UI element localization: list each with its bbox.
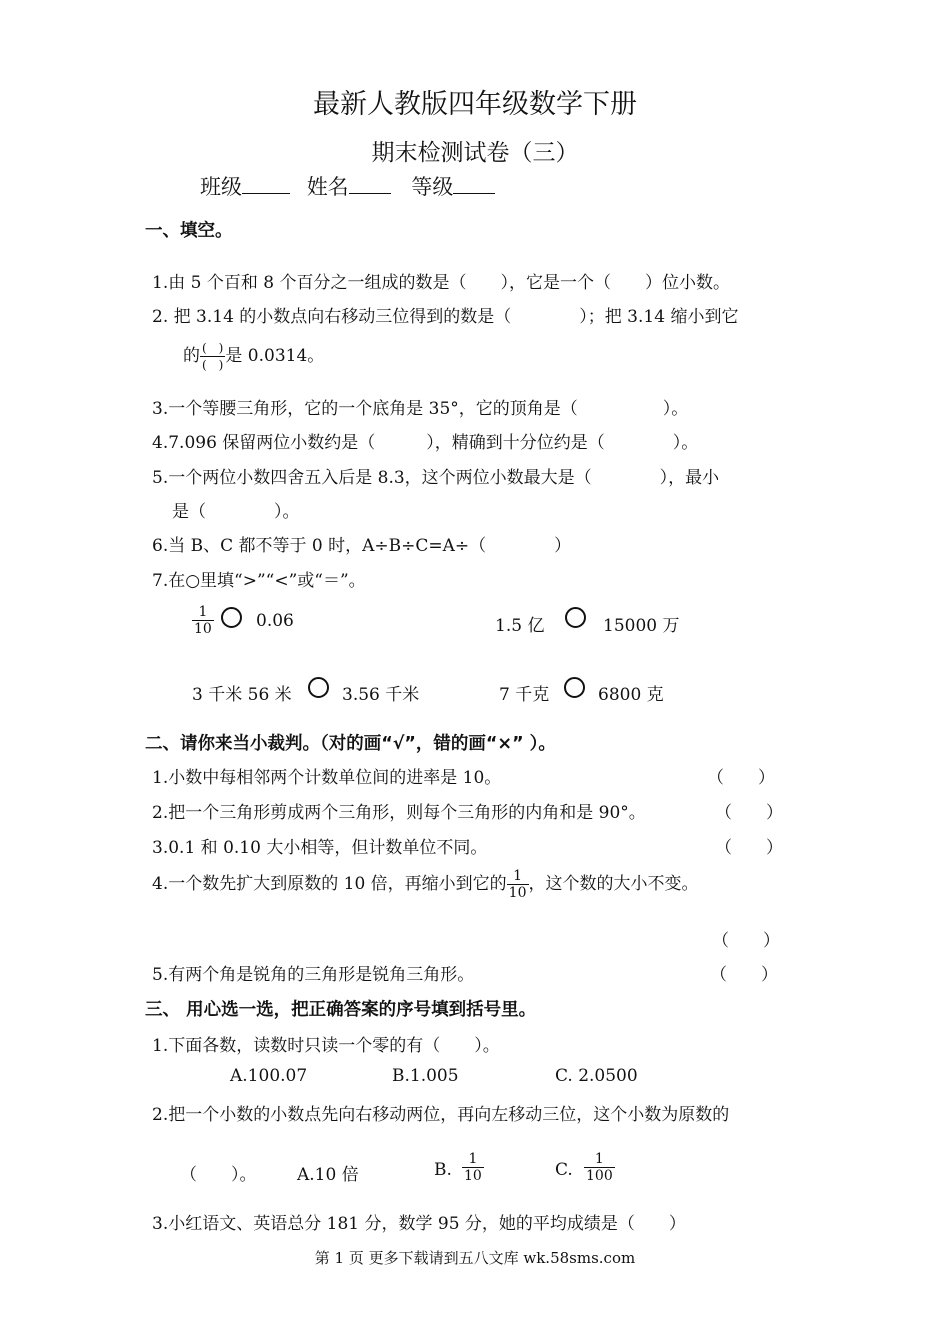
s1-question-1: 1.由 5 个百和 8 个百分之一组成的数是（ ），它是一个（ ）位小数。: [152, 273, 730, 293]
s1-q2b-numerator: ( ): [202, 341, 224, 355]
s1-question-7: 7.在○里填“>”“<”或“＝”。: [152, 571, 366, 591]
section-1-heading: 一、填空。: [145, 221, 233, 241]
s2-q1-answer-paren[interactable]: （ ）: [707, 768, 775, 788]
s1-q2b-suffix: 是 0.0314。: [225, 346, 325, 366]
grade-label: 等级: [411, 175, 454, 199]
s2-q2-answer-paren[interactable]: （ ）: [715, 803, 783, 823]
cmp2-circle[interactable]: [565, 607, 586, 628]
s1-question-4: 4.7.096 保留两位小数约是（ ），精确到十分位约是（ ）。: [152, 433, 699, 453]
s1-question-6: 6.当 B、C 都不等于 0 时，A÷B÷C=A÷（ ）: [152, 536, 572, 556]
grade-blank: [453, 174, 495, 194]
s2-q4-prefix: 4.一个数先扩大到原数的 10 倍，再缩小到它的: [152, 874, 507, 894]
s3-q2-option-c-label: C.: [555, 1160, 573, 1180]
s1-q2b-prefix: 的: [183, 346, 200, 366]
s3-q2-c-denominator: 100: [586, 1168, 613, 1184]
s1-question-3: 3.一个等腰三角形，它的一个底角是 35°，它的顶角是（ ）。: [152, 399, 689, 419]
s3-q2-c-numerator: 1: [594, 1151, 604, 1167]
cmp3-circle[interactable]: [308, 677, 329, 698]
s2-q3-answer-paren[interactable]: （ ）: [715, 838, 783, 858]
s3-q1-option-c: C. 2.0500: [555, 1066, 638, 1086]
student-info-row: [200, 171, 495, 201]
cmp3-right: 3.56 千米: [342, 685, 420, 705]
s3-question-1: 1.下面各数，读数时只读一个零的有（ ）。: [152, 1036, 500, 1056]
s3-q2-b-denominator: 10: [464, 1168, 482, 1184]
s2-q4-suffix: ，这个数的大小不变。: [528, 874, 699, 894]
page-title: 最新人教版四年级数学下册: [313, 89, 637, 120]
s3-q2-b-numerator: 1: [468, 1151, 478, 1167]
s3-q2-answer-paren[interactable]: （ ）。: [180, 1165, 257, 1185]
cmp4-right: 6800 克: [598, 685, 664, 705]
class-blank: [242, 174, 290, 194]
s2-q4-answer-paren[interactable]: （ ）: [712, 931, 780, 951]
s3-q2-option-b-fraction: [462, 1151, 484, 1184]
s2-question-2: 2.把一个三角形剪成两个三角形，则每个三角形的内角和是 90°。: [152, 803, 646, 823]
section-3-heading: 三、 用心选一选，把正确答案的序号填到括号里。: [145, 1000, 537, 1020]
cmp1-fraction: [192, 604, 214, 637]
class-label: 班级: [200, 175, 242, 199]
s2-question-3: 3.0.1 和 0.10 大小相等，但计数单位不同。: [152, 838, 488, 858]
cmp1-denominator: 10: [194, 621, 212, 637]
s3-q1-option-b: B.1.005: [392, 1066, 459, 1086]
s3-q2-option-c-fraction: [584, 1151, 615, 1184]
s1-question-5b: 是（ ）。: [172, 502, 300, 522]
page-footer: 第 1 页 更多下载请到五八文库 wk.58sms.com: [314, 1249, 636, 1267]
s2-q4-numerator: 1: [513, 868, 523, 884]
cmp3-left: 3 千米 56 米: [192, 685, 292, 705]
s3-question-2: 2.把一个小数的小数点先向右移动两位，再向左移动三位，这个小数为原数的: [152, 1105, 730, 1125]
cmp1-circle[interactable]: [221, 607, 242, 628]
cmp1-numerator: 1: [198, 604, 208, 620]
s1-question-2b: [183, 340, 324, 373]
s2-question-4: [152, 868, 699, 901]
s3-q2-option-b-label: B.: [434, 1160, 452, 1180]
s1-q2b-denominator: ( ): [202, 358, 224, 372]
cmp2-right: 15000 万: [603, 616, 680, 636]
s3-q2-option-a: A.10 倍: [297, 1165, 359, 1185]
s1-question-2a: 2. 把 3.14 的小数点向右移动三位得到的数是（ ）；把 3.14 缩小到它: [152, 307, 739, 327]
s2-q5-answer-paren[interactable]: （ ）: [710, 965, 778, 985]
s3-q1-option-a: A.100.07: [230, 1066, 308, 1086]
cmp4-left: 7 千克: [499, 685, 550, 705]
s2-q4-denominator: 10: [508, 885, 527, 901]
cmp2-left: 1.5 亿: [495, 616, 545, 636]
cmp1-right: 0.06: [256, 611, 294, 631]
section-2-heading: 二、请你来当小裁判。（对的画“√”，错的画“×” ）。: [145, 734, 556, 754]
s1-question-5a: 5.一个两位小数四舍五入后是 8.3，这个两位小数最大是（ ），最小: [152, 468, 720, 488]
cmp4-circle[interactable]: [564, 677, 585, 698]
s2-question-1: 1.小数中每相邻两个计数单位间的进率是 10。: [152, 768, 502, 788]
page-subtitle: 期末检测试卷（三）: [371, 140, 579, 166]
s3-question-3: 3.小红语文、英语总分 181 分，数学 95 分，她的平均成绩是（ ）: [152, 1214, 686, 1234]
name-label: 姓名: [306, 175, 349, 199]
s2-question-5: 5.有两个角是锐角的三角形是锐角三角形。: [152, 965, 475, 985]
name-blank: [349, 174, 391, 194]
